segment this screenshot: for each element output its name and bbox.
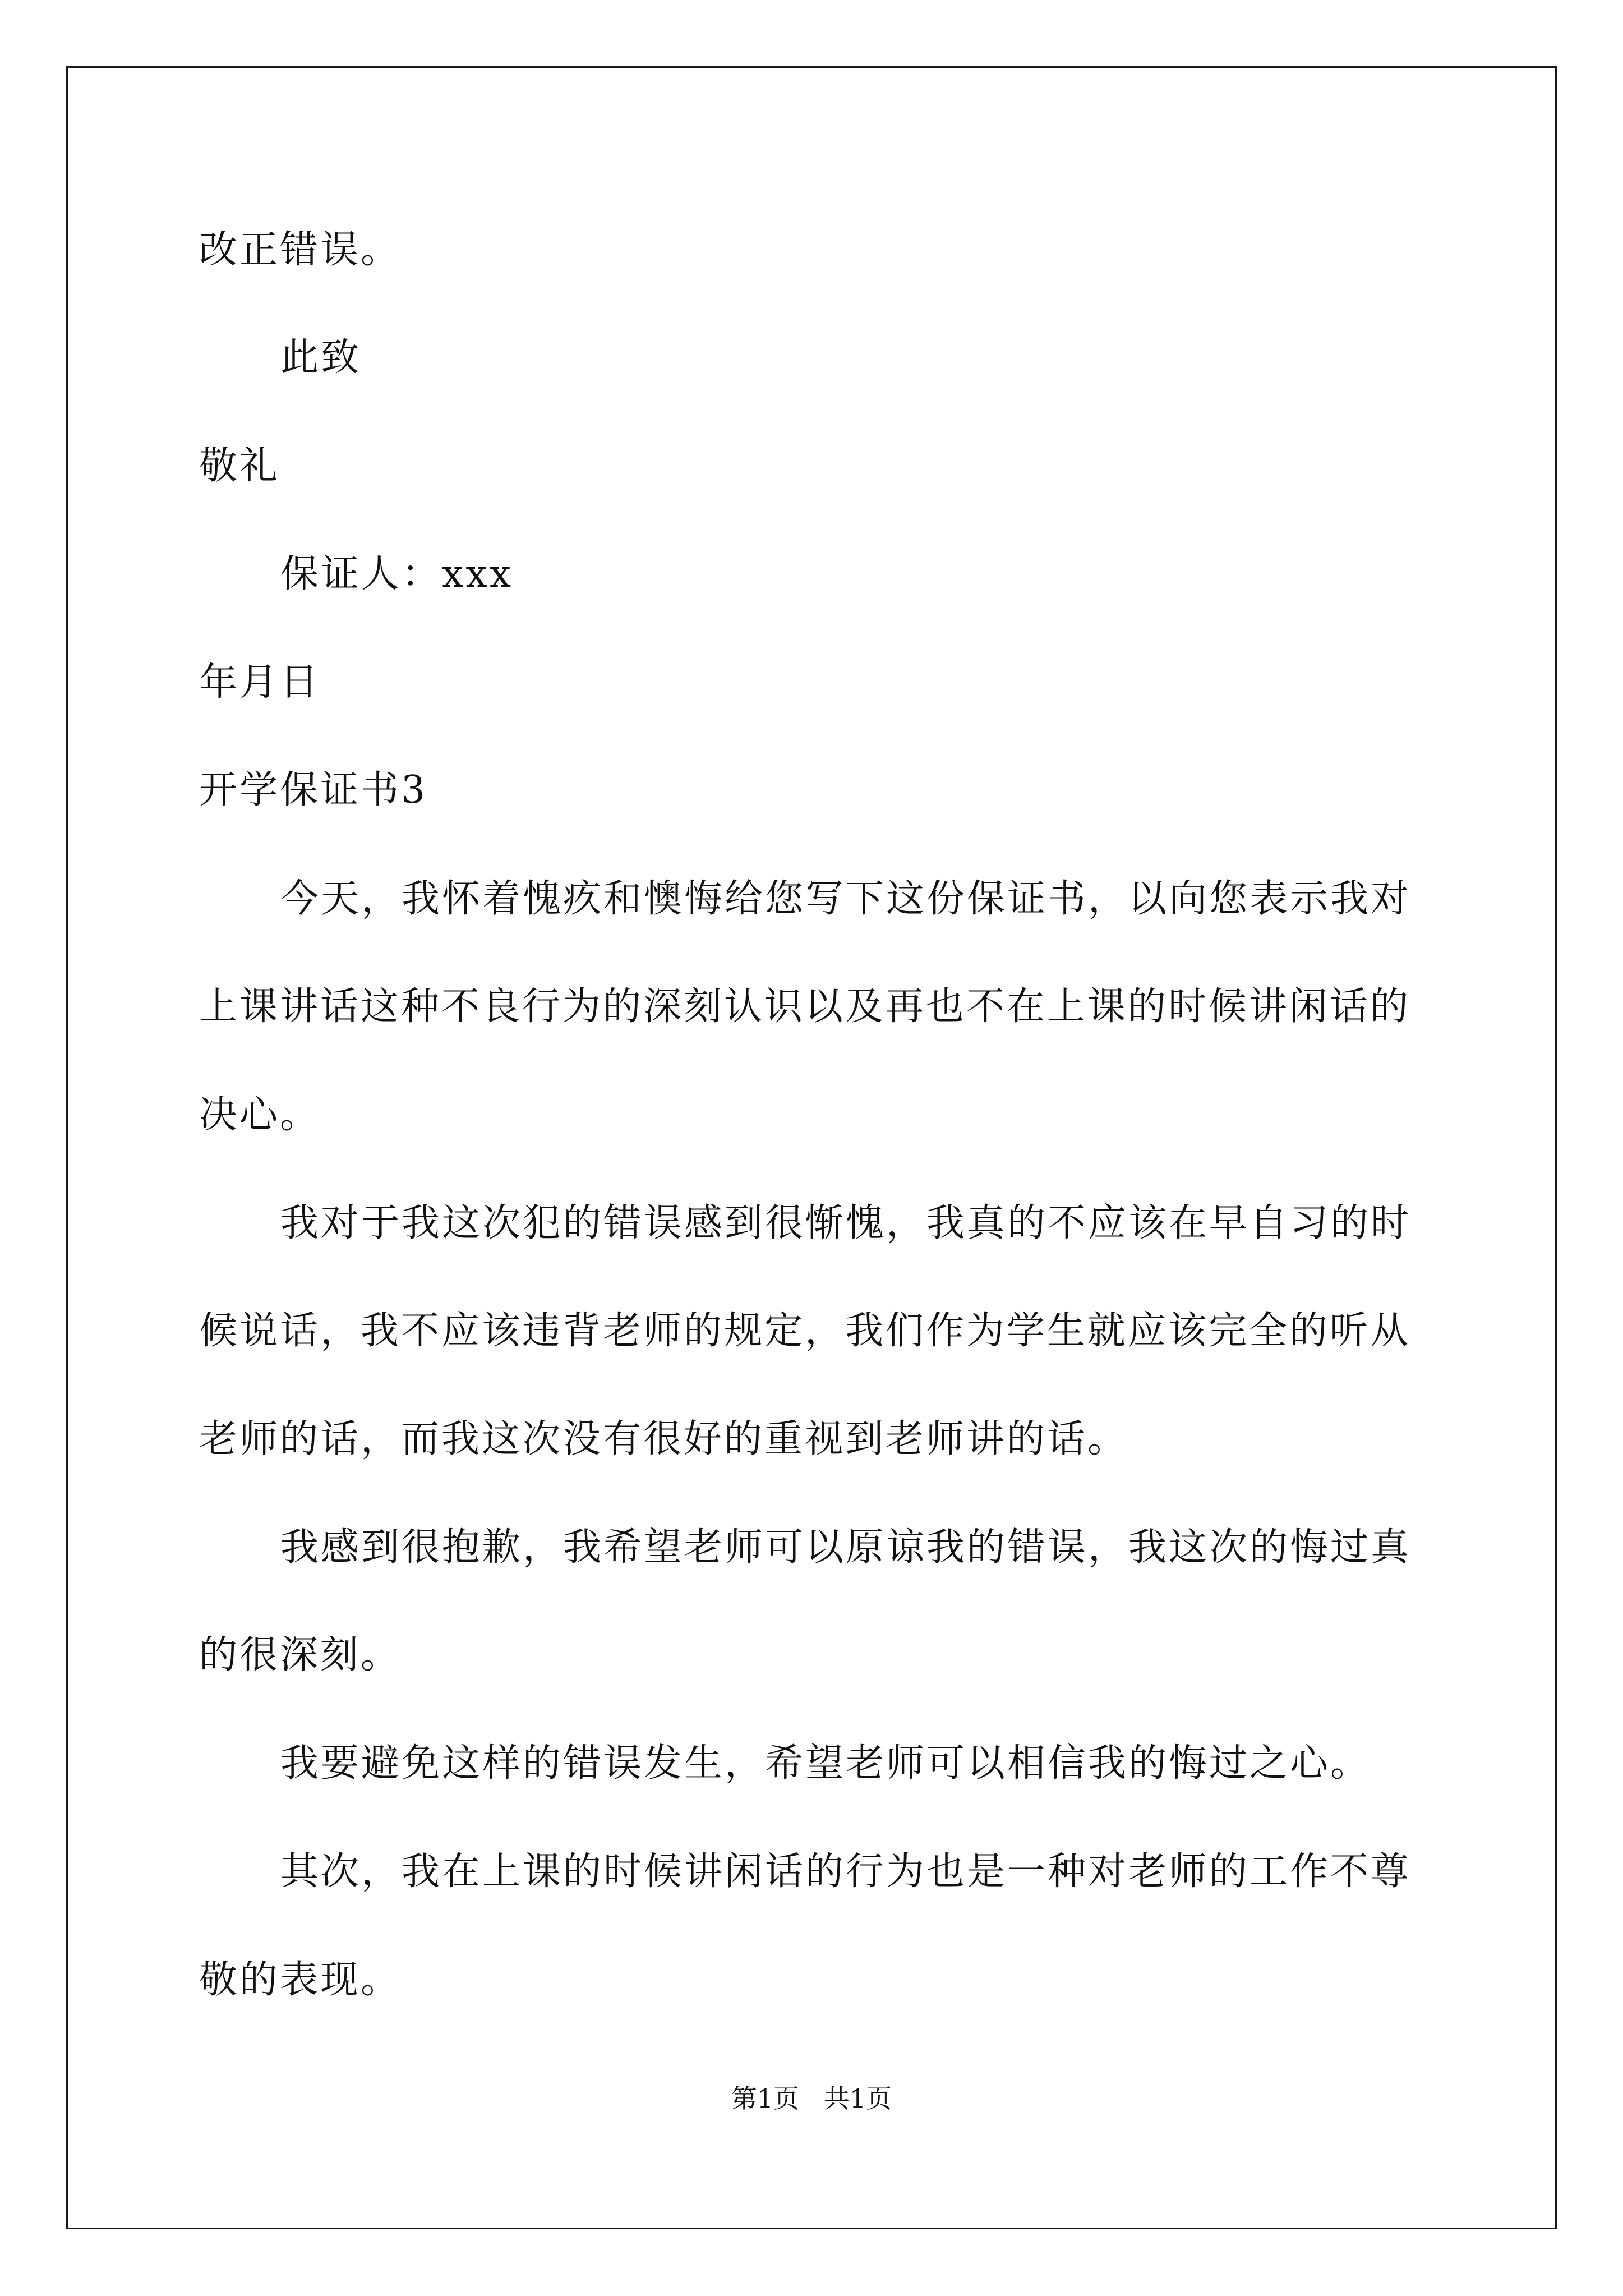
text-line: 我对于我这次犯的错误感到很惭愧，我真的不应该在早自习的时 [280,1201,1412,1245]
section-heading: 开学保证书3 [199,768,428,812]
text-line: 的很深刻。 [199,1633,402,1677]
text-line: 年月日 [199,660,321,705]
text-line: 改正错误。 [199,228,402,272]
text-line: 敬礼 [199,444,280,488]
page-border [66,66,1557,2229]
text-line: 保证人：xxx [280,552,514,596]
text-line: 此致 [280,335,362,380]
page-footer: 第1页 共1页 [731,2083,892,2114]
text-line: 我感到很抱歉，我希望老师可以原谅我的错误，我这次的悔过真 [280,1525,1412,1570]
text-line: 其次，我在上课的时候讲闲话的行为也是一种对老师的工作不尊 [280,1849,1412,1894]
text-line: 老师的话，而我这次没有很好的重视到老师讲的话。 [199,1417,1128,1461]
text-line: 敬的表现。 [199,1958,402,2002]
text-line: 今天，我怀着愧疚和懊悔给您写下这份保证书，以向您表示我对 [280,877,1412,921]
text-line: 候说话，我不应该违背老师的规定，我们作为学生就应该完全的听从 [199,1309,1411,1353]
text-line: 我要避免这样的错误发生，希望老师可以相信我的悔过之心。 [280,1741,1371,1786]
text-line: 上课讲话这种不良行为的深刻认识以及再也不在上课的时候讲闲话的 [199,984,1411,1029]
text-line: 决心。 [199,1093,321,1137]
